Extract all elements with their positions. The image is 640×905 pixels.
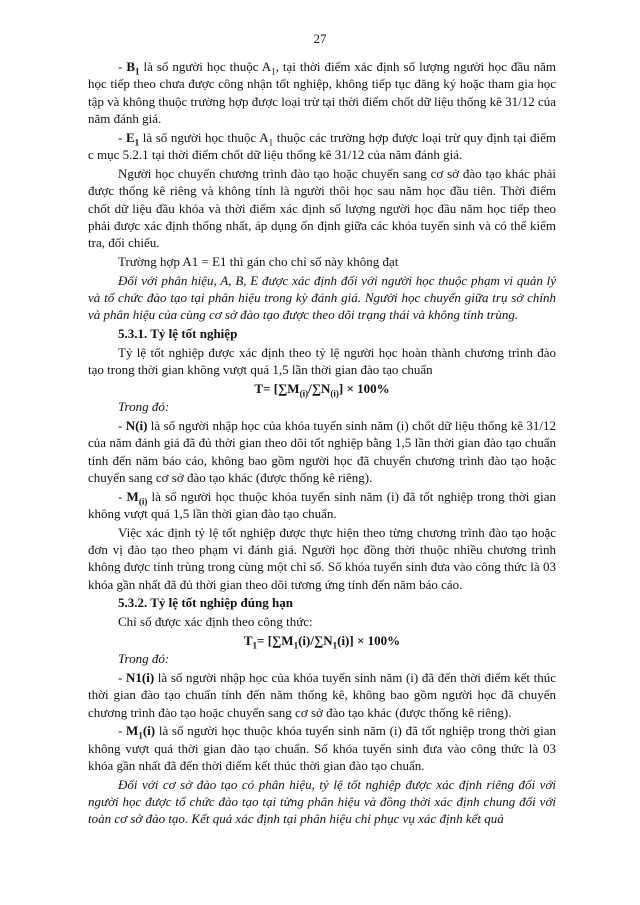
where-label-2: Trong đó: xyxy=(118,651,170,667)
paragraph-n1-i: - N1(i) là số người nhập học của khóa tuyển sinh năm (i) đã đến thời điểm kết thúc thời gian đào tạo chuẩn tính đến năm thống kê, không bao gồm người học đã chuyển chương trình đào tạo hoặc chuyển sang cơ sở đào tạo khác (được thống kê riêng). xyxy=(88,669,556,720)
paragraph-a1-equals-e1: Trường hợp A1 = E1 thì gán cho chỉ số này không đạt xyxy=(118,254,399,270)
paragraph-b1: - $B_1$ là số người học thuộc $A_1$, tại thời điểm xác định số lượng người học đầu năm học tiếp theo chưa được công nhận tốt nghiệp, không tiếp tục đăng ký hoặc tham gia học tập và không thuộc trường hợp được loại trừ tại thời điểm chốt dữ liệu thống kê 31/12 của năm đánh giá. xyxy=(88,59,556,127)
term-n-i: N(i) xyxy=(125,417,148,433)
term-m-i: $M_{(i)}$ xyxy=(126,488,148,507)
paragraph-formula-intro: Chỉ số được xác định theo công thức: xyxy=(118,614,313,630)
paragraph-graduation-rate: Tỷ lệ tốt nghiệp được xác định theo tỷ lệ người học hoàn thành chương trình đào tạo trong thời gian không vượt quá 1,5 lần thời gian đào tạo chuẩn xyxy=(88,344,556,378)
where-label-1: Trong đó: xyxy=(118,399,170,415)
paragraph-scope: Việc xác định tỷ lệ tốt nghiệp được thực hiện theo từng chương trình đào tạo hoặc đơn vị đào tạo theo phạm vi đánh giá. Người học đồng thời thuộc nhiều chương trình không được tính trùng trong cùng một chỉ số. Số khóa tuyển sinh đưa vào công thức là 03 khóa gần nhất đã đủ thời gian theo dõi tương ứng tính đến năm báo cáo. xyxy=(88,524,556,592)
paragraph-e1: - $E_1$ là số người học thuộc $A_1$ thuộc các trường hợp được loại trừ quy định tại điểm c mục 5.2.1 tại thời điểm chốt dữ liệu thống kê 31/12 của năm đánh giá. xyxy=(88,129,557,163)
page-body xyxy=(88,58,556,829)
heading-5-3-2: 5.3.2. Tỷ lệ tốt nghiệp đúng hạn xyxy=(118,595,293,611)
paragraph-m-i: - $M_{(i)}$ là số người học thuộc khóa tuyển sinh năm (i) đã tốt nghiệp trong thời gian không vượt quá 1,5 lần thời gian đào tạo chuẩn. xyxy=(88,488,556,522)
paragraph-branch-note: Đối với phân hiệu, A, B, E được xác định đối với người học thuộc phạm vi quản lý và tổ chức đào tạo tại phân hiệu trong kỳ đánh giá. Người học chuyển giữa trụ sở chính và phân hiệu của cùng cơ sở đào tạo được theo dõi trạng thái và không tính trùng. xyxy=(88,272,556,323)
formula-graduation-rate: $T= [\sum M_{(i)}/\sum N_{(i)}] \times 100\%$ xyxy=(254,380,390,399)
term-n1-i: N1(i) xyxy=(125,669,155,685)
formula-on-time-rate: $T_1= [\sum M_1(i)/\sum N_1(i)] \times 100\%$ xyxy=(243,632,401,651)
page-number: 27 xyxy=(313,31,327,46)
paragraph-branch-rate: Đối với cơ sở đào tạo có phân hiệu, tỷ lệ tốt nghiệp được xác định riêng đối với người học được tổ chức đào tạo tại từng phân hiệu và đồng thời xác định chung đối với toàn cơ sở đào tạo. Kết quả xác định tại phân hiệu chỉ phục vụ xác định kết quả xyxy=(88,776,556,827)
paragraph-m1-i: - $M_1(i)$ là số người học thuộc khóa tuyển sinh năm (i) đã tốt nghiệp trong thời gian không vượt quá thời gian đào tạo chuẩn. Số khóa tuyển sinh đưa vào công thức là 03 khóa gần nhất đã đến thời điểm kết thúc thời gian đào tạo chuẩn. xyxy=(88,723,556,774)
term-e1: $E_1$ xyxy=(125,129,140,148)
heading-5-3-1: 5.3.1. Tỷ lệ tốt nghiệp xyxy=(118,326,238,342)
paragraph-transfer: Người học chuyển chương trình đào tạo hoặc chuyển sang cơ sở đào tạo khác phải được thống kê riêng và không tính là người thôi học sau năm học đầu tiên. Thời điểm chốt dữ liệu đầu khóa và thời điểm xác định số lượng người học đầu năm học tiếp theo phải được xác định thống nhất, áp dụng ổn định giữa các khóa tuyển sinh và có thể kiểm tra, đối chiếu. xyxy=(88,165,556,251)
term-m1-i: $M_1(i)$ xyxy=(126,723,156,741)
term-b1: $B_1$ xyxy=(126,59,140,77)
paragraph-n-i: - N(i) là số người nhập học của khóa tuyển sinh năm (i) chốt dữ liệu thống kê 31/12 của năm đánh giá đã đủ thời gian theo dõi tốt nghiệp bằng 1,5 lần thời gian đào tạo chuẩn tính đến năm báo cáo, không bao gồm người học đã chuyển chương trình đào tạo hoặc chuyển sang cơ sở đào tạo khác (được thống kê riêng). xyxy=(88,417,556,486)
